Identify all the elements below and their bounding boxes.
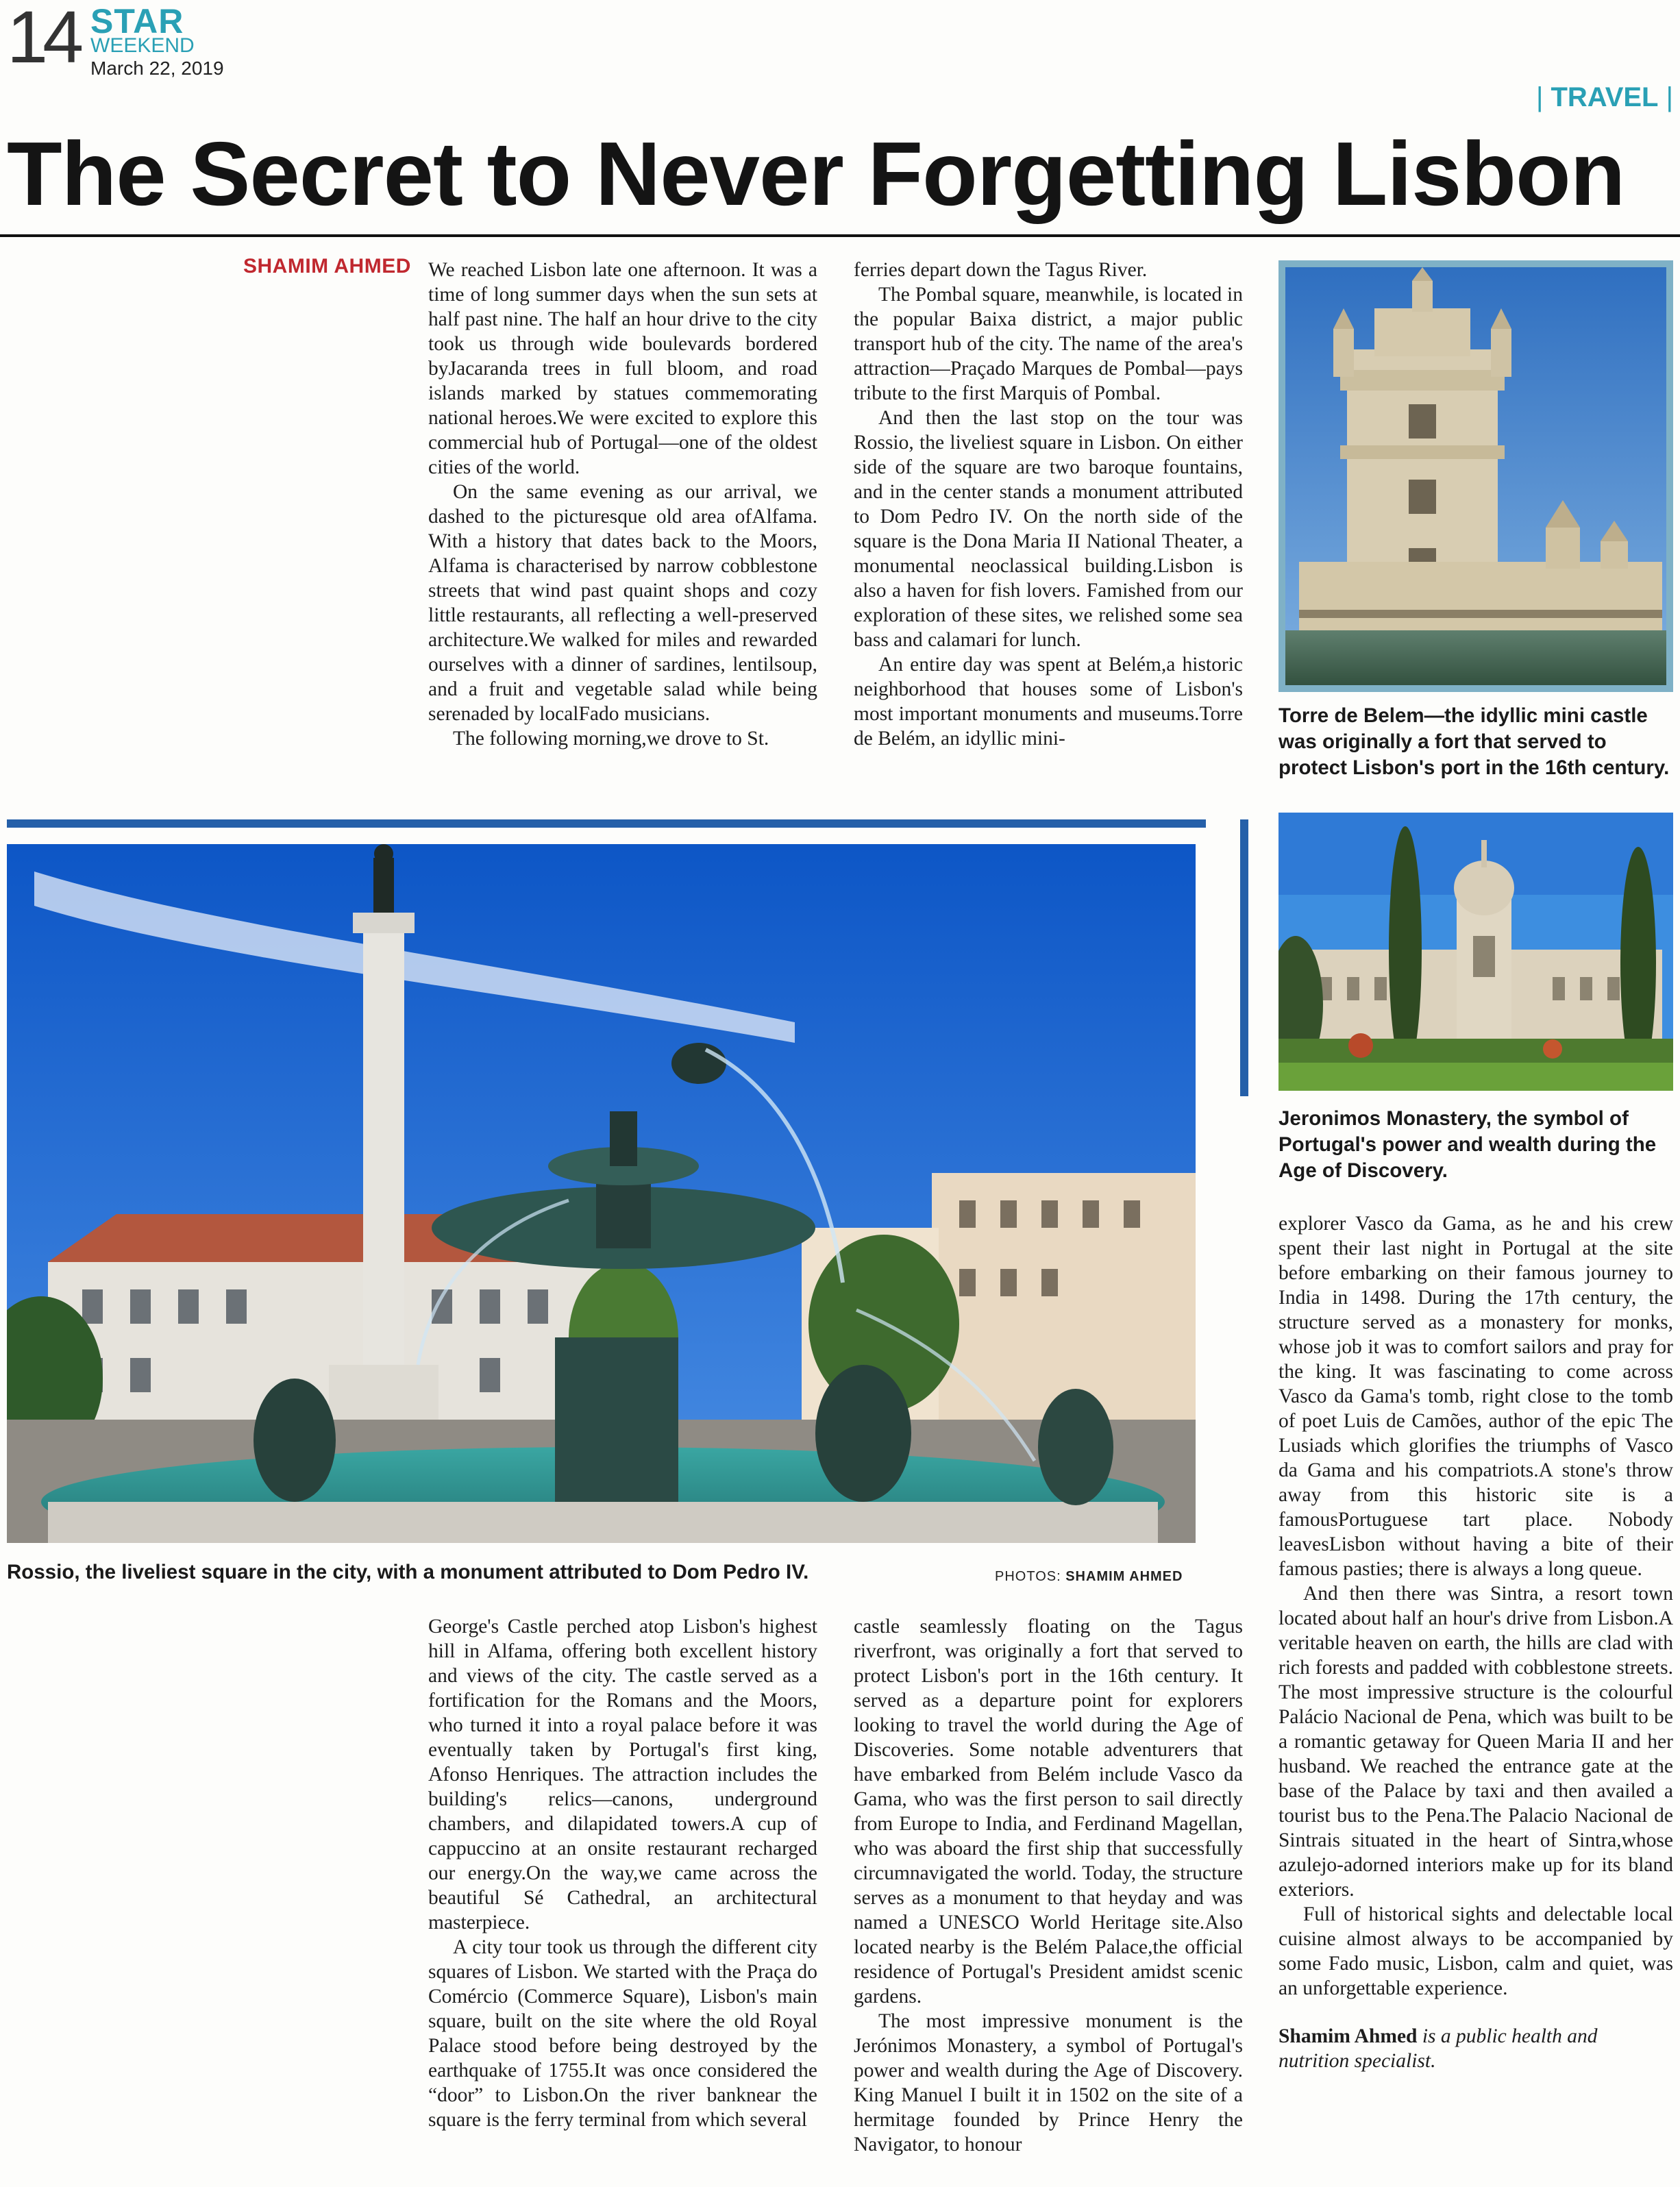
headline: The Secret to Never Forgetting Lisbon [7, 123, 1625, 224]
paragraph: The following morning,we drove to St. [453, 728, 769, 750]
paragraph: George's Castle perched atop Lisbon's highest hill in Alfama, offering both excellent history and views of the city. The castle served as a fortification for the Romans and the Moors, who turned it into a royal palace before it was eventually taken by Portugal's first king, Afonso Henriques. The attraction includes the building's relics—canons, underground chambers, and dilapidated towers.A cup of cappuccino at an onsite restaurant recharged our energy.On the way,we came across the beautiful Sé Cathedral, an architectural masterpiece. [428, 1616, 817, 1933]
article-column-1 [428, 258, 817, 799]
issue-date: March 22, 2019 [90, 58, 224, 79]
byline: SHAMIM AHMED [243, 255, 411, 277]
photo-credit-name: SHAMIM AHMED [1065, 1569, 1183, 1584]
brand-weekend: WEEKEND [90, 34, 195, 57]
caption-jeronimos-monastery: Jeronimos Monastery, the symbol of Portugal's power and wealth during the Age of Discovery. [1278, 1107, 1657, 1182]
photo-frame-right [1240, 819, 1248, 1096]
photo-jeronimos-monastery [1278, 813, 1673, 1091]
photo-frame-gap [1206, 819, 1240, 1096]
photo-credit-label: PHOTOS: [995, 1569, 1061, 1584]
photo-rossio-square [7, 844, 1196, 1543]
paragraph: Full of historical sights and delectable local cuisine almost always to be accompanied by some Fado music, Lisbon, calm and quiet, was an unforgettable experience. [1278, 1903, 1673, 1999]
paragraph: castle seamlessly floating on the Tagus riverfront, was originally a fort that served to protect Lisbon's port in the 16th century. It served as a departure point for explorers looking to travel the world during the Age of Discoveries. Some notable adventurers that have embarked from Belém include Vasco da Gama, who was the first person to sail directly from Europe to India, and Ferdinand Magellan, who was aboard the first ship that successfully circumnavigated the world. Today, the structure serves as a monument to that heyday and was named a UNESCO World Heritage site.Also located nearby is the Belém Palace,the official residence of Portugal's President amidst scenic gardens. [854, 1616, 1243, 2007]
author-name: Shamim Ahmed [1278, 2025, 1418, 2047]
author-bio [1278, 2024, 1673, 2073]
paragraph: A city tour took us through the different city squares of Lisbon. We started with the Praça do Comércio (Commerce Square), Lisbon's main square, built on the site where the old Royal Palace stood before being destroyed by the earthquake of 1755.It was once considered the “door” to Lisbon.On the river banknear the square is the ferry terminal from which several [428, 1936, 817, 2131]
section-label: TRAVEL [1551, 82, 1659, 112]
author-description: is a public health and nutrition specialist. [1278, 2025, 1598, 2072]
caption-rossio: Rossio, the liveliest square in the city, with a monument attributed to Dom Pedro IV. [7, 1561, 809, 1583]
page-number: 14 [7, 0, 79, 78]
paragraph: An entire day was spent at Belém,a historic neighborhood that houses some of Lisbon's most important monuments and museums.Torre de Belém, an idyllic mini- [854, 654, 1243, 750]
article-column-4 [854, 1614, 1243, 2183]
headline-rule [0, 234, 1680, 237]
photo-credit [995, 1569, 1183, 1585]
photo-frame-top [7, 819, 1248, 828]
monastery-illustration [1278, 813, 1673, 1091]
paragraph: The Pombal square, meanwhile, is located in the popular Baixa district, a major public transport hub of the city. The name of the area's attraction—Praçado Marques de Pombal—pays tribute to the first Marquis of Pombal. [854, 284, 1243, 404]
article-column-3 [428, 1614, 817, 2183]
paragraph: And then there was Sintra, a resort town located about half an hour's drive from Lisbon.A veritable heaven on earth, the hills are clad with rich forests and padded with cobblestone streets. The most impressive structure is the colourful Palácio Nacional de Pena, which was built to be a romantic getaway for Queen Maria II and her husband. We reached the entrance gate at the base of the Palace by taxi and then availed a tourist bus to the Pena.The Palacio Nacional de Sintrais situated in the heart of Sintra,whose azulejo-adorned interiors make up for its bland exteriors. [1278, 1583, 1673, 1901]
caption-torre-de-belem: Torre de Belem—the idyllic mini castle was originally a fort that served to protect Lisbon's port in the 16th century. [1278, 704, 1670, 779]
masthead-brand [90, 4, 224, 78]
paragraph: explorer Vasco da Gama, as he and his crew spent their last night in Portugal at the site before embarking on their famous journey to India in 1498. During the 17th century, the structure served as a monastery for monks, whose job it was to comfort sailors and pray for the king. It was fascinating to come across Vasco da Gama's tomb, right close to the tomb of poet Luis de Camões, author of the epic The Lusiads which glorifies the triumphs of Vasco da Gama and his compatriots.A stone's throw away from this historic site is a famousPortuguese tart place. Nobody leavesLisbon without having a bite of their famous pasties; there is always a long queue. [1278, 1213, 1673, 1580]
paragraph: On the same evening as our arrival, we dashed to the picturesque old area ofAlfama. With a history that dates back to the Moors, Alfama is characterised by narrow cobblestone streets that wind past quaint shops and cozy little restaurants, all reflecting a well-preserved architecture.We walked for miles and rewarded ourselves with a dinner of sardines, lentilsoup, and a fruit and vegetable salad while being serenaded by localFado musicians. [428, 481, 817, 725]
brand-star: STAR [90, 2, 184, 40]
article-column-2 [854, 258, 1243, 799]
paragraph: We reached Lisbon late one afternoon. It was a time of long summer days when the sun sets at half past nine. The half an hour drive to the city took us through wide boulevards bordered byJacaranda trees in full bloom, and road islands marked by statues commemorating national heroes.We were excited to explore this commercial hub of Portugal—one of the oldest cities of the world. [428, 259, 817, 478]
rossio-illustration [7, 844, 1196, 1543]
tower-illustration [1285, 267, 1666, 685]
paragraph: And then the last stop on the tour was Rossio, the liveliest square in Lisbon. On either side of the square are two baroque fountains, and in the center stands a monument attributed to Dom Pedro IV. On the north side of the square is the Dona Maria II National Theater, a monumental neoclassical building.Lisbon is also a haven for fish lovers. Famished from our exploration of these sites, we relished some sea bass and calamari for lunch. [854, 407, 1243, 651]
paragraph: ferries depart down the Tagus River. [854, 259, 1148, 281]
paragraph: The most impressive monument is the Jerónimos Monastery, a symbol of Portugal's power and wealth during the Age of Discovery. King Manuel I built it in 1502 on the site of a hermitage founded by Prince Henry the Navigator, to honour [854, 2010, 1243, 2155]
section-tag: | TRAVEL | [1535, 82, 1673, 112]
article-column-5 [1278, 1211, 1673, 2184]
photo-torre-de-belem [1278, 260, 1673, 692]
